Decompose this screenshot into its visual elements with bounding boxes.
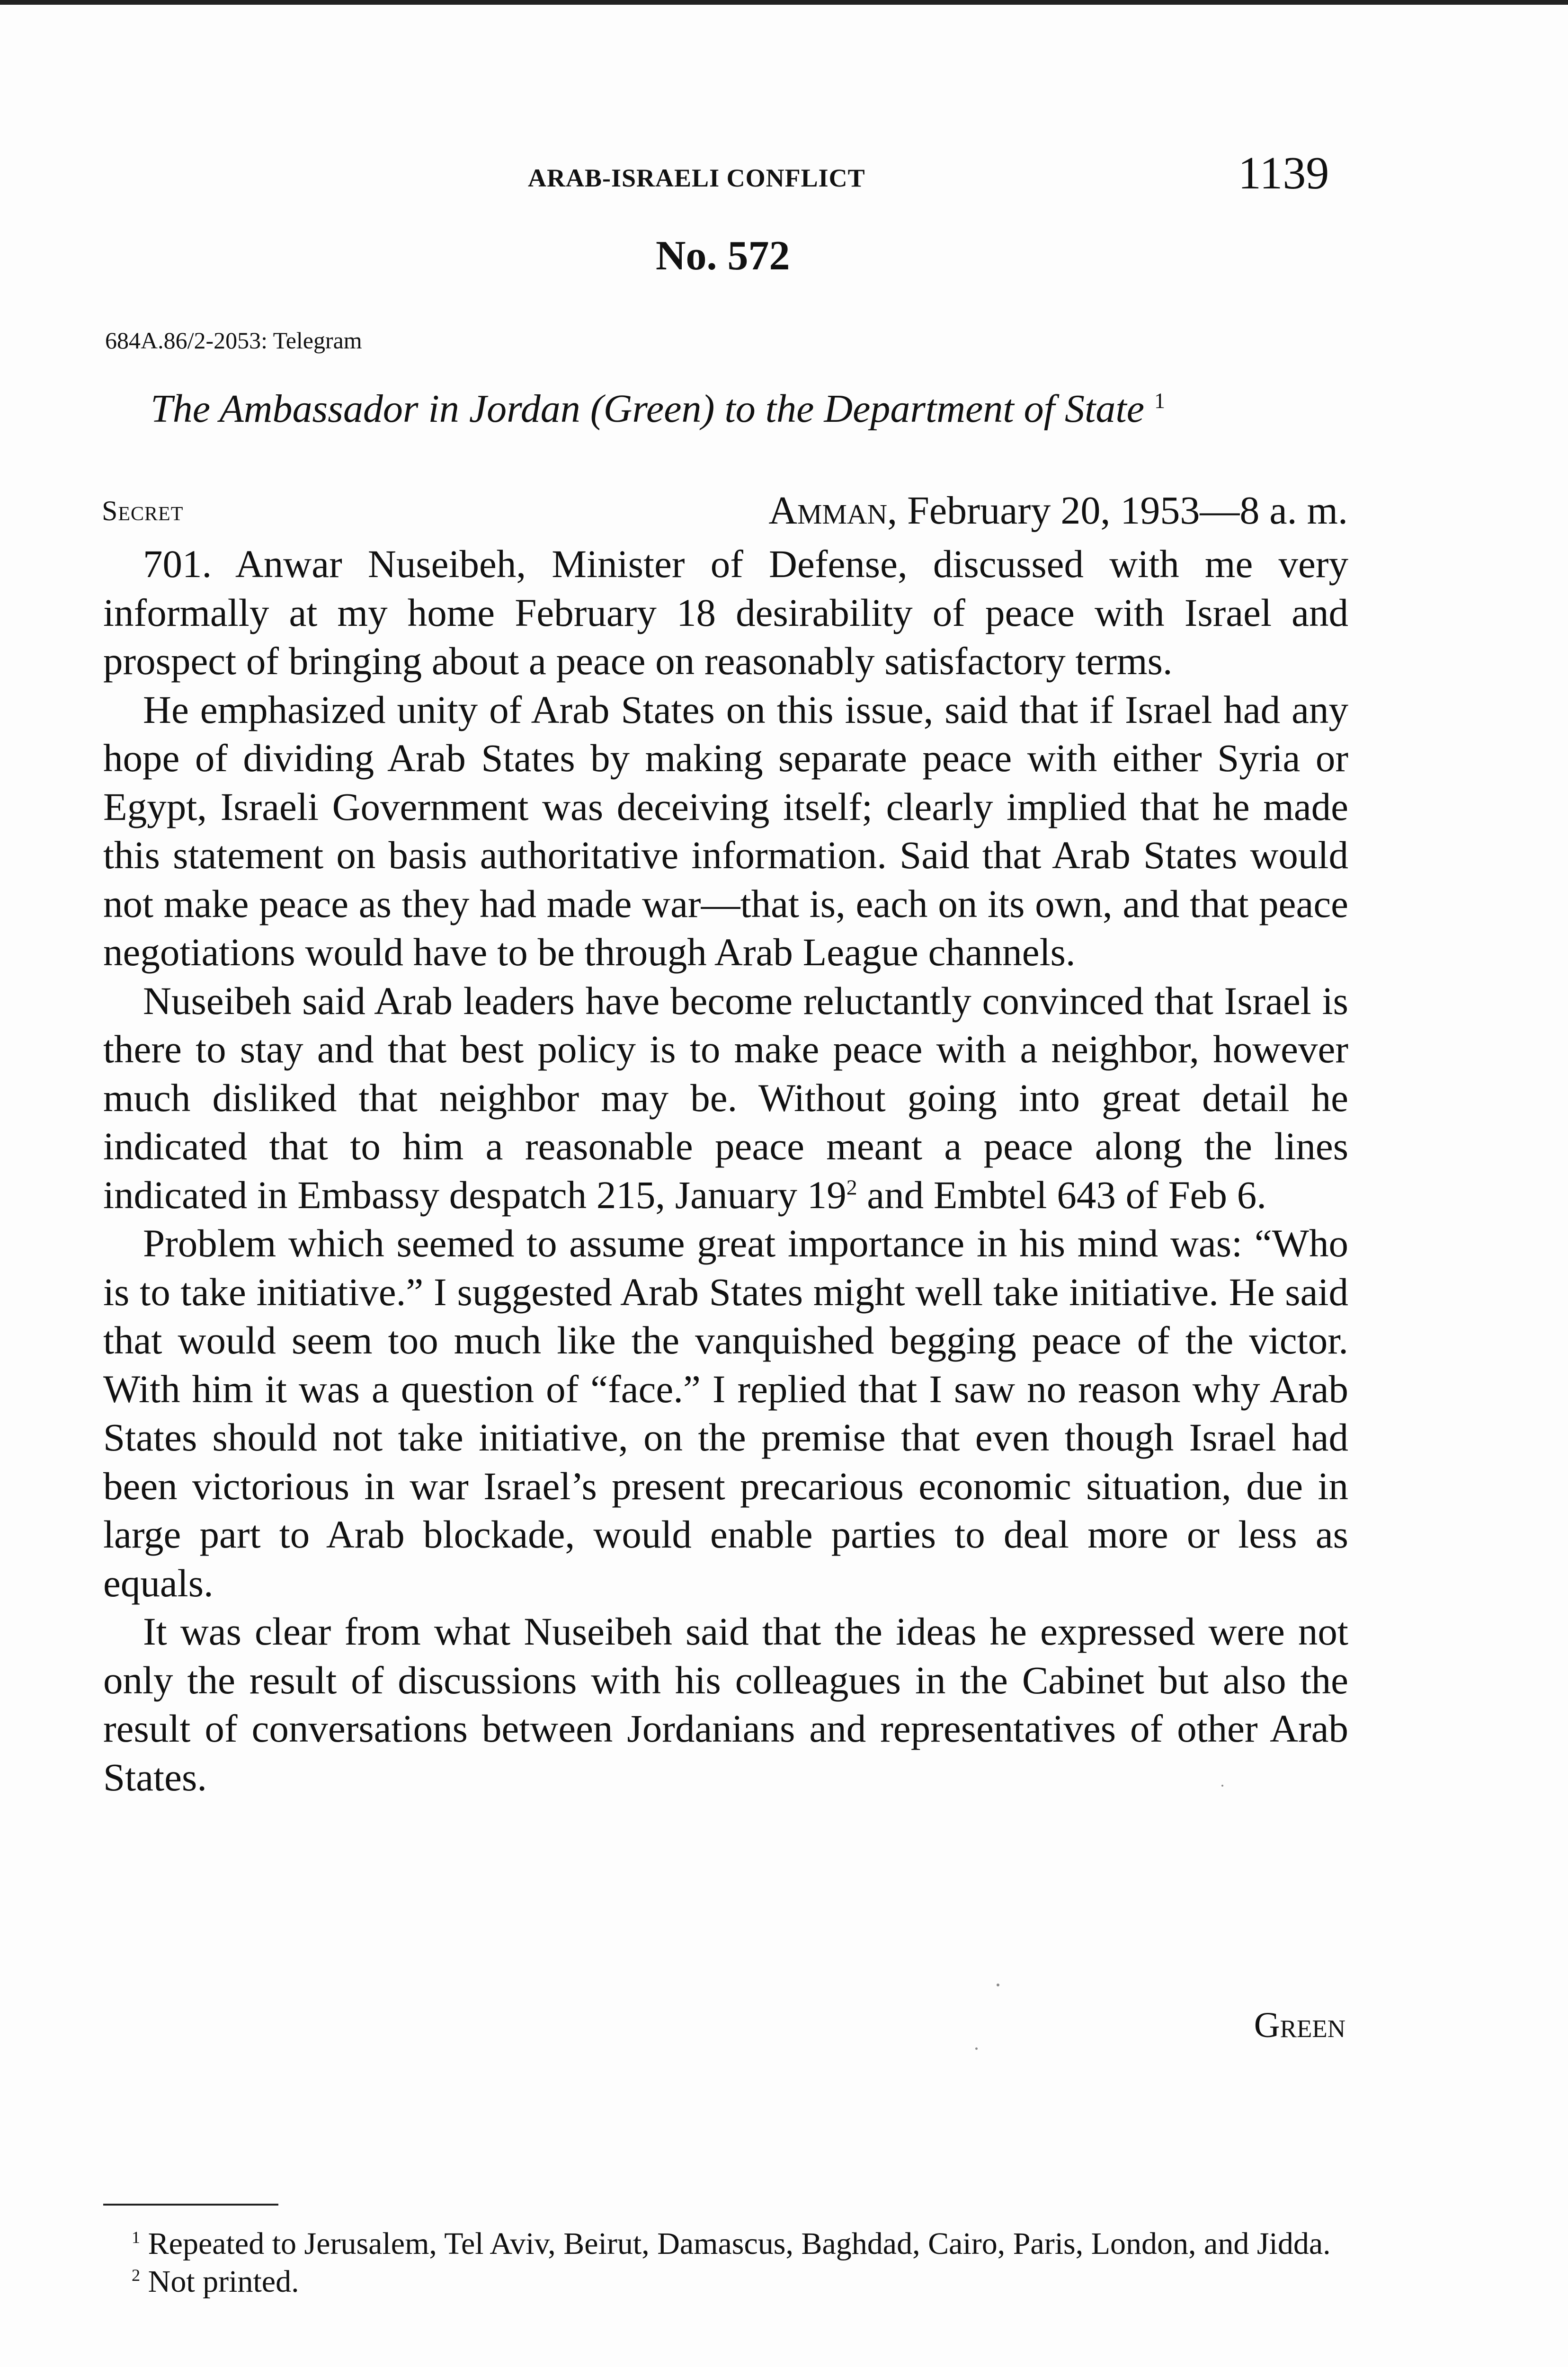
dateline-date: , February 20, 1953—8 a. m.: [887, 489, 1348, 533]
body-paragraph: Problem which seemed to assume great importance in his mind was: “Who is to take initiative.” I suggested Arab States might well take initiative. He said that would seem too much like the vanquished begging peace of the victor. With him it was a question of “face.” I replied that I saw no reason why Arab States should not take initiative, on the premise that even though Israel had been victorious in war Israel’s present precarious economic situation, due in large part to Arab blockade, would enable parties to deal more or less as equals.: [103, 1221, 1348, 1605]
paragraph-text: and Embtel 643 of Feb 6.: [857, 1173, 1266, 1217]
footnote-number: 2: [132, 2266, 141, 2285]
footnotes: [103, 2225, 1348, 2301]
dateline: [768, 488, 1348, 534]
scan-speck: [997, 1984, 999, 1986]
footnote-number: 1: [132, 2228, 141, 2247]
footnote-mark: 2: [846, 1175, 857, 1199]
dateline-place: Amman: [768, 489, 888, 533]
body-paragraph: [103, 977, 1348, 1219]
document-heading: [151, 386, 1165, 432]
footnote-text: Repeated to Jerusalem, Tel Aviv, Beirut, Damascus, Baghdad, Cairo, Paris, London, and Jidda.: [140, 2226, 1331, 2261]
footnote-text: Not printed.: [140, 2264, 299, 2299]
paragraph-text: Nuseibeh said Arab leaders have become reluctantly convinced that Israel is there to stay and that best policy is to make peace with a neighbor, however much disliked that neighbor may be. Without going into great detail he indicated that to him a reasonable peace meant a peace along the lines indicated in Embassy despatch 215, January 19: [103, 979, 1348, 1217]
running-head: ARAB-ISRAELI CONFLICT: [528, 164, 865, 192]
file-reference: 684A.86/2-2053: Telegram: [105, 327, 362, 354]
body-paragraph: He emphasized unity of Arab States on this issue, said that if Israel had any hope of dividing Arab States by making separate peace with either Syria or Egypt, Israeli Government was deceiving itself; clearly implied that he made this statement on basis authoritative information. Said that Arab States would not make peace as they had made war—that is, each on its own, and that peace negotiations would have to be through Arab League channels.: [103, 687, 1348, 974]
footnote-mark: 1: [1154, 389, 1166, 413]
footnote-item: [103, 2225, 1348, 2263]
top-edge-rule: [0, 0, 1568, 5]
body-paragraph: It was clear from what Nuseibeh said that the ideas he expressed were not only the result of discussions with his colleagues in the Cabinet but also the result of conversations between Jordanians and representatives of other Arab States.: [103, 1610, 1348, 1799]
heading-text: The Ambassador in Jordan (Green) to the Department of State: [151, 387, 1144, 431]
document-number: No. 572: [656, 233, 790, 279]
page-number: 1139: [1238, 148, 1329, 199]
scan-speck: [975, 2047, 978, 2050]
signature: Green: [1254, 2005, 1345, 2045]
classification-label: Secret: [102, 495, 184, 526]
telegram-body: [103, 540, 1348, 1801]
footnote-divider: [103, 2204, 278, 2206]
scan-speck: [1221, 1785, 1223, 1787]
footnote-item: [103, 2263, 1348, 2301]
body-paragraph: 701. Anwar Nuseibeh, Minister of Defense, discussed with me very informally at my home February 18 desirability of peace with Israel and prospect of bringing about a peace on reasonably satisfactory terms.: [103, 542, 1348, 683]
